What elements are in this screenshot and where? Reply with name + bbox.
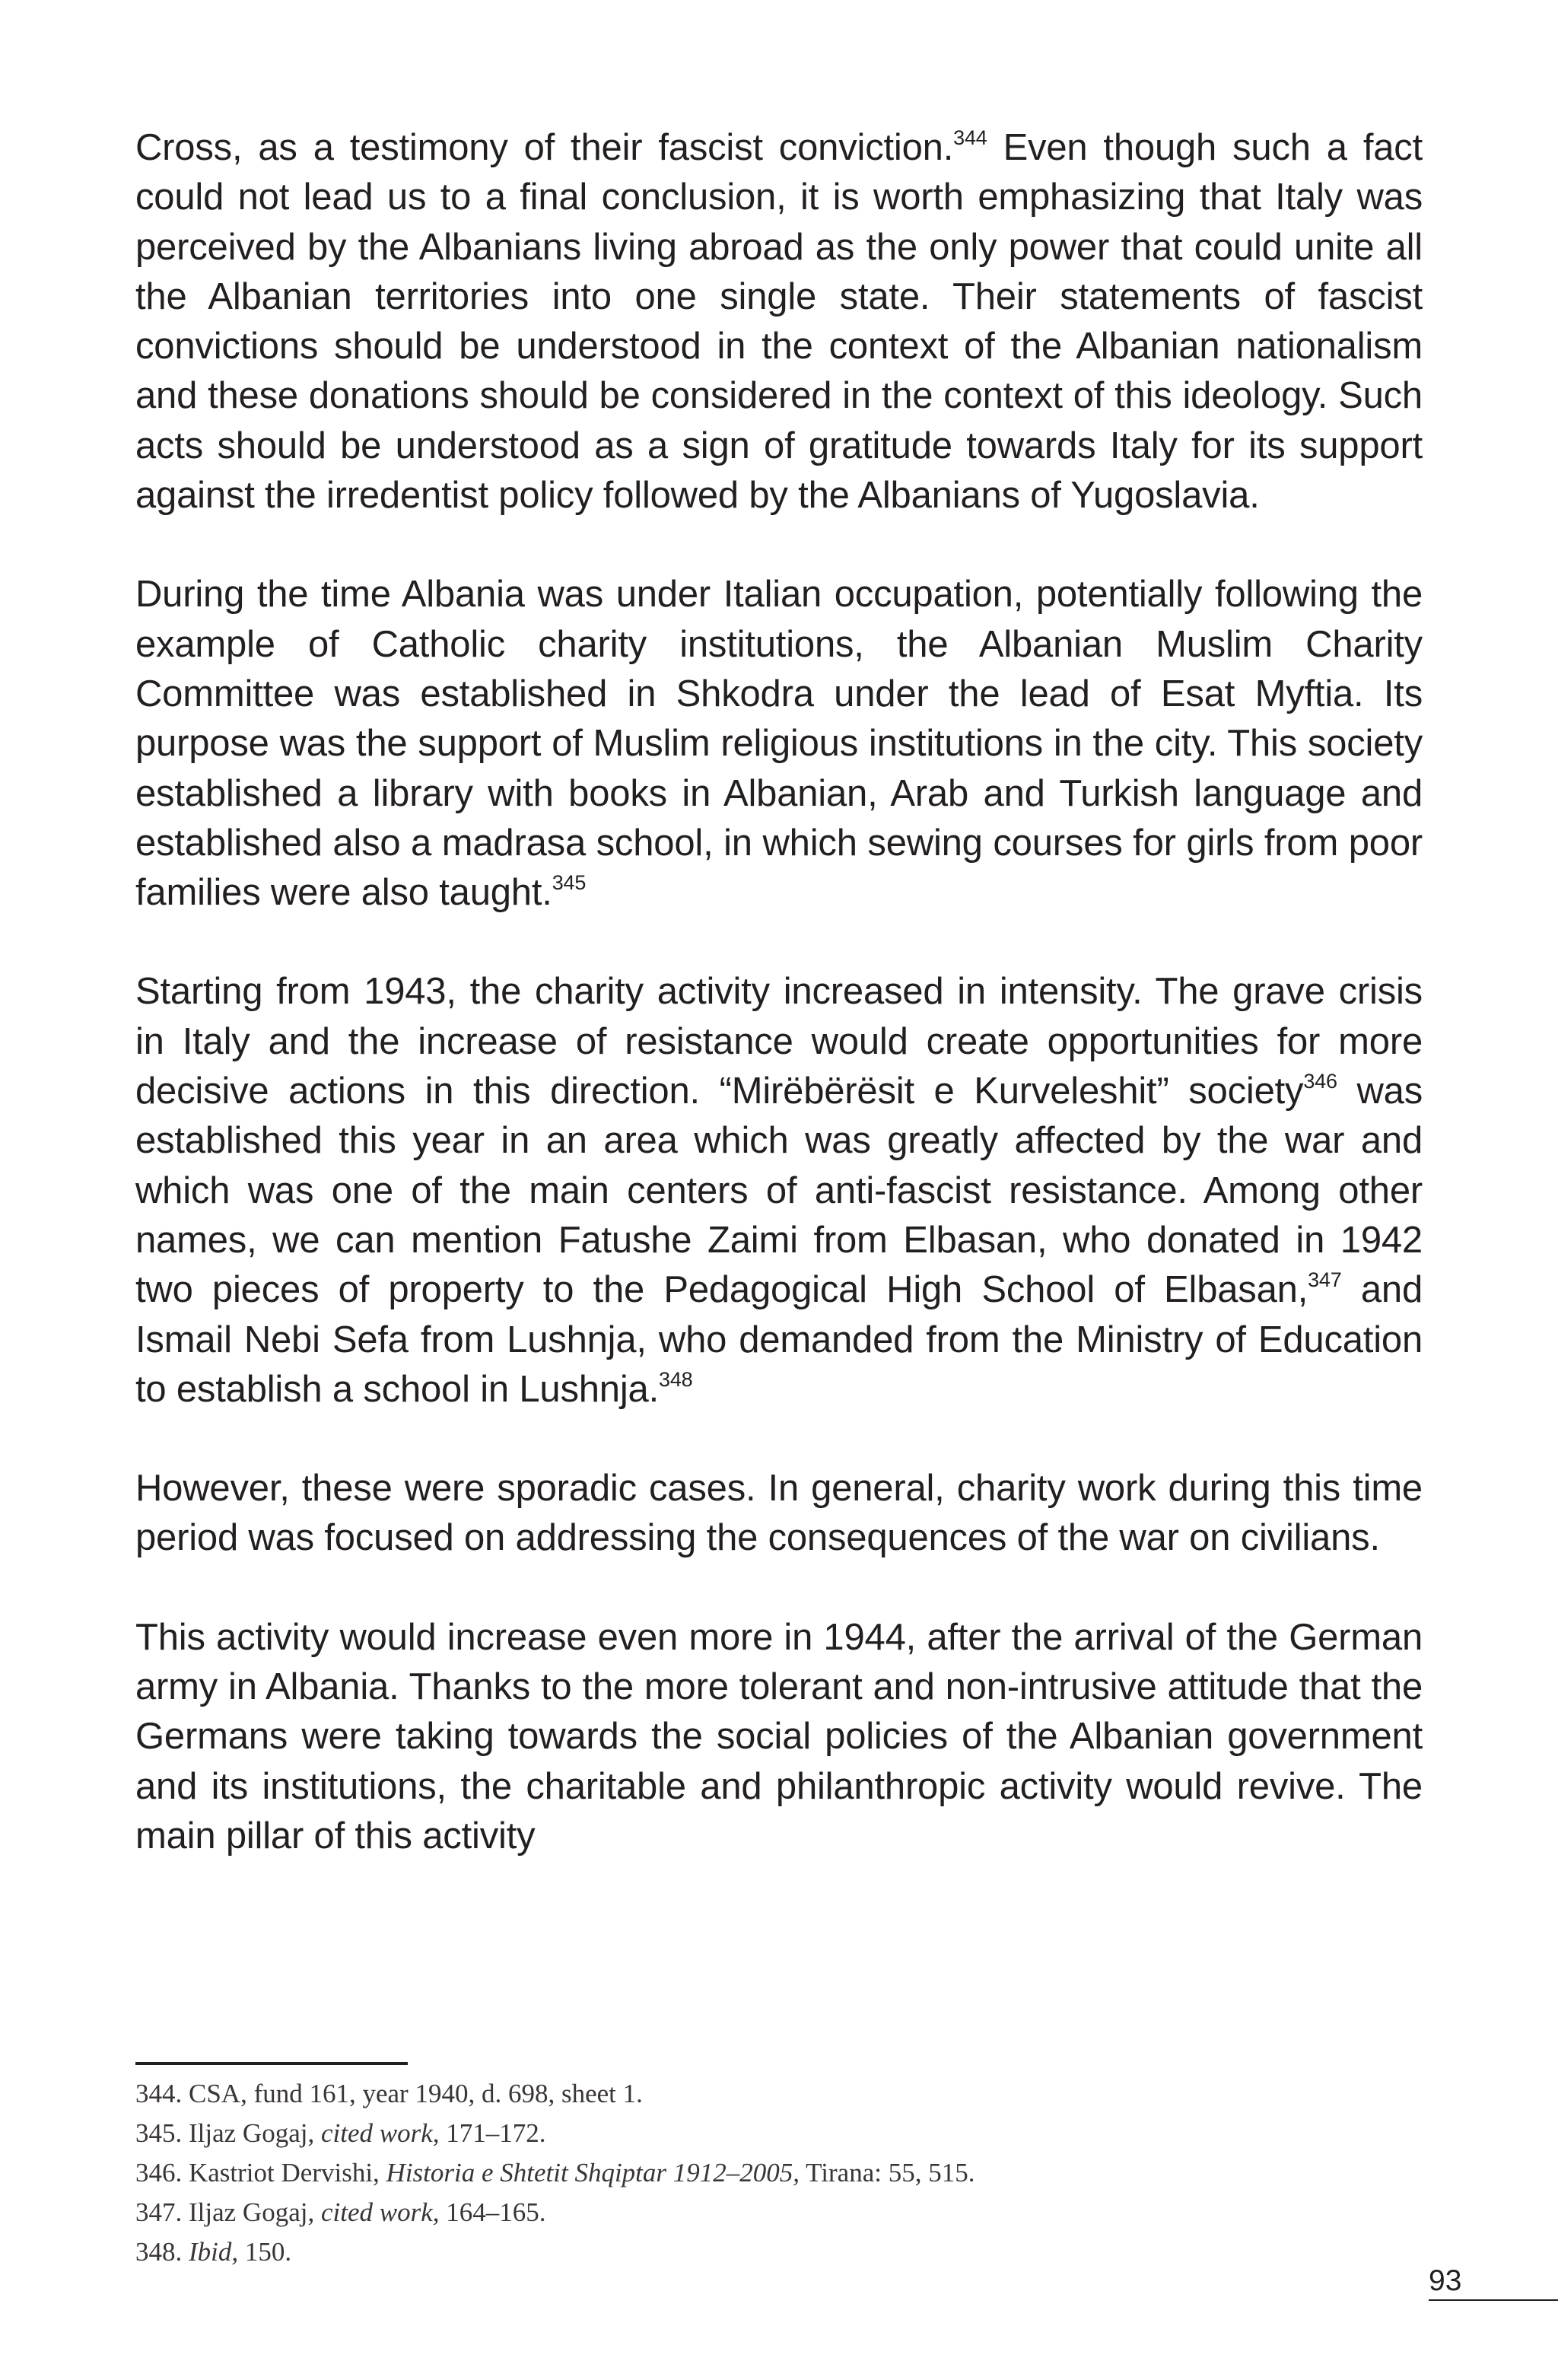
paragraph: Starting from 1943, the charity activity increased in intensity. The grave crisis in Italy and the increase of resistance would create opportunities for more decisive actions in this direction. “Mirëbërësit e Kurveleshit” society$^{346}$ was established this year in an area which was greatly affected by the war and which was one of the main centers of anti-fascist resistance. Among other names, we can mention Fatushe Zaimi from Elbasan, who donated in 1942 two pieces of property to the Pedagogical High School of Elbasan,$^{347}$ and Ismail Nebi Sefa from Lushnja, who demanded from the Ministry of Education to establish a school in Lushnja.$^{348}$	[135, 971, 1423, 1410]
paragraph: Cross, as a testimony of their fascist conviction.$^{344}$ Even though such a fact could not lead us to a final conclusion, it is worth emphasizing that Italy was perceived by the Albanians living abroad as the only power that could unite all the Albanian territories into one single state. Their statements of fascist convictions should be understood in the context of the Albanian nationalism and these donations should be considered in the context of this ideology. Such acts should be understood as a sign of gratitude towards Italy for its support against the irredentist policy followed by the Albanians of Yugoslavia.	[135, 126, 1423, 517]
italic-title: Historia e Shtetit Shqiptar 1912–2005,	[386, 2158, 800, 2188]
footnote-ref: 346	[1303, 1070, 1337, 1093]
footnotes	[135, 2074, 1423, 2272]
italic-title: cited work,	[320, 2197, 440, 2227]
italic-title: Ibid,	[189, 2237, 239, 2267]
footnote-ref: 348	[659, 1367, 693, 1391]
paragraph: However, these were sporadic cases. In general, charity work during this time period was focused on addressing the consequences of the war on civilians.	[135, 1468, 1423, 1559]
page-number: 93	[1429, 2264, 1462, 2297]
footnote: 346. Kastriot Dervishi, Historia e Shtetit Shqiptar 1912–2005, Tirana: 55, 515.	[135, 2158, 975, 2188]
footnote: 347. Iljaz Gogaj, cited work, 164–165.	[135, 2197, 546, 2227]
page-number-rule	[1429, 2299, 1558, 2301]
paragraph: During the time Albania was under Italian occupation, potentially following the example of Catholic charity institutions, the Albanian Muslim Charity Committee was established in Shkodra under the lead of Esat Myftia. Its purpose was the support of Muslim religious institutions in the city. This society established a library with books in Albanian, Arab and Turkish language and established also a madrasa school, in which sewing courses for girls from poor families were also taught.$^{345}$	[135, 574, 1423, 914]
footnote: 344. CSA, fund 161, year 1940, d. 698, sheet 1.	[135, 2079, 643, 2108]
footnote-ref: 345	[552, 871, 587, 895]
italic-title: cited work,	[320, 2118, 440, 2148]
footnote: 345. Iljaz Gogaj, cited work, 171–172.	[135, 2118, 546, 2148]
footnote-separator	[135, 2062, 408, 2065]
paragraph: This activity would increase even more in 1944, after the arrival of the German army in Albania. Thanks to the more tolerant and non-intrusive attitude that the Germans were taking towards the social policies of the Albanian government and its institutions, the charitable and philanthropic activity would revive. The main pillar of this activity	[135, 1616, 1423, 1857]
body-text	[135, 123, 1423, 1911]
footnote-ref: 347	[1308, 1268, 1342, 1292]
footnote-ref: 344	[953, 126, 987, 149]
footnote: 348. Ibid, 150.	[135, 2237, 292, 2267]
